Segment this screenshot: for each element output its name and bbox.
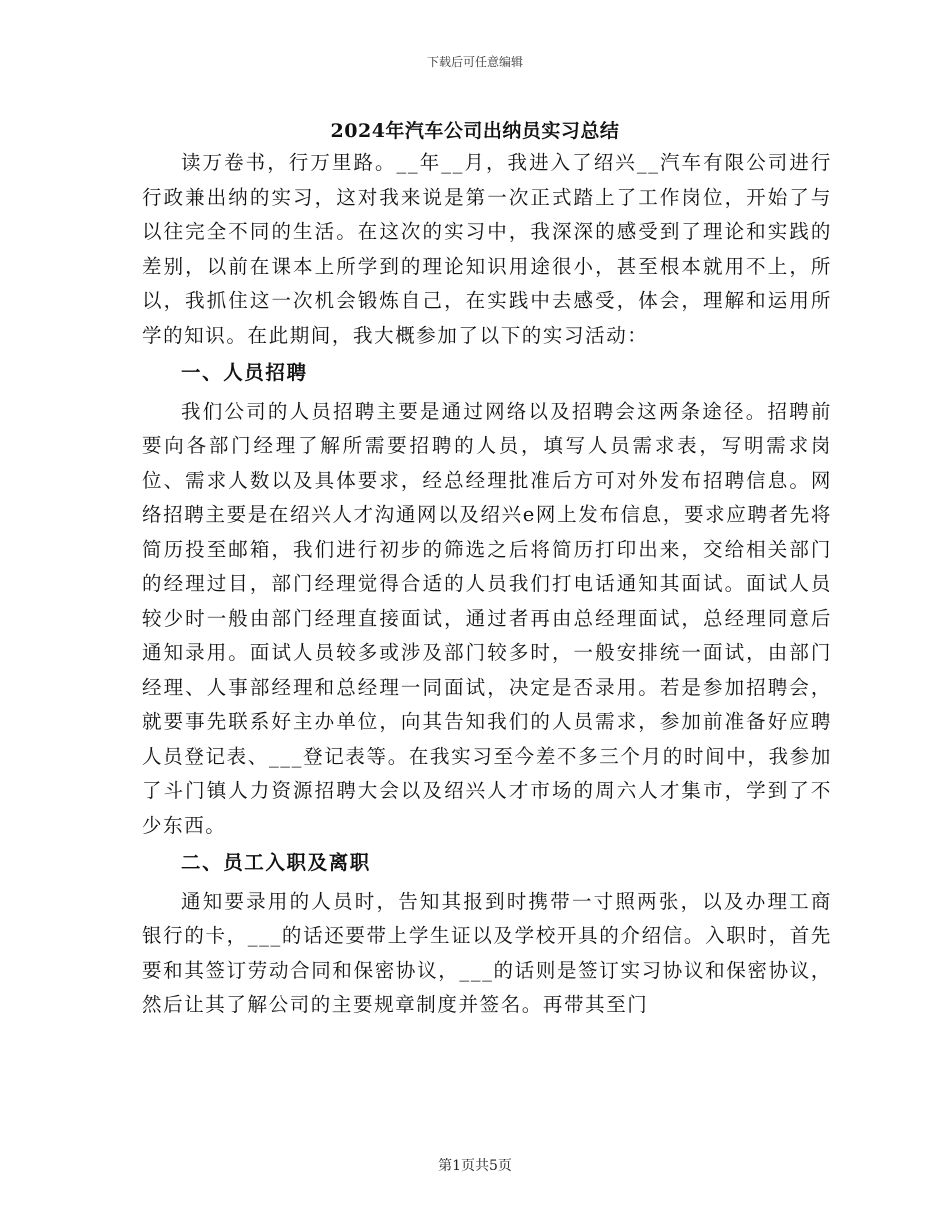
intro-paragraph: 读万卷书，行万里路。__年__月，我进入了绍兴__汽车有限公司进行行政兼出纳的实习，这对我来说是第一次正式踏上了工作岗位，开始了与以往完全不同的生活。在这次的实习中，我深深的感受到了理论和实践的差别，以前在课本上所学到的理论知识用途很小，甚至根本就用不上，所以，我抓住这一次机会锻炼自己，在实践中去感受，体会，理解和运用所学的知识。在此期间，我大概参加了以下的实习活动：	[142, 151, 832, 347]
section-heading-recruitment: 一、人员招聘	[181, 361, 308, 384]
section-body-onboarding: 通知要录用的人员时，告知其报到时携带一寸照两张，以及办理工商银行的卡，___的话还要带上学生证以及学校开具的介绍信。入职时，首先要和其签订劳动合同和保密协议，___的话则是签订实习协议和保密协议，然后让其了解公司的主要规章制度并签名。再带其至门	[142, 889, 832, 1016]
page-number-footer: 第1页共5页	[438, 1158, 512, 1174]
section-body-recruitment: 我们公司的人员招聘主要是通过网络以及招聘会这两条途径。招聘前要向各部门经理了解所需要招聘的人员，填写人员需求表，写明需求岗位、需求人数以及具体要求，经总经理批准后方可对外发布招聘信息。网络招聘主要是在绍兴人才沟通网以及绍兴e网上发布信息，要求应聘者先将简历投至邮箱，我们进行初步的筛选之后将简历打印出来，交给相关部门的经理过目，部门经理觉得合适的人员我们打电话通知其面试。面试人员较少时一般由部门经理直接面试，通过者再由总经理面试，总经理同意后通知录用。面试人员较多或涉及部门较多时，一般安排统一面试，由部门经理、人事部经理和总经理一同面试，决定是否录用。若是参加招聘会，就要事先联系好主办单位，向其告知我们的人员需求，参加前准备好应聘人员登记表、___登记表等。在我实习至今差不多三个月的时间中，我参加了斗门镇人力资源招聘大会以及绍兴人才市场的周六人才集市，学到了不少东西。	[142, 399, 832, 837]
section-heading-onboarding: 二、员工入职及离职	[181, 851, 371, 874]
document-body	[142, 146, 832, 1023]
document-title: 2024年汽车公司出纳员实习总结	[330, 120, 620, 142]
page-header-note: 下载后可任意编辑	[426, 55, 523, 69]
